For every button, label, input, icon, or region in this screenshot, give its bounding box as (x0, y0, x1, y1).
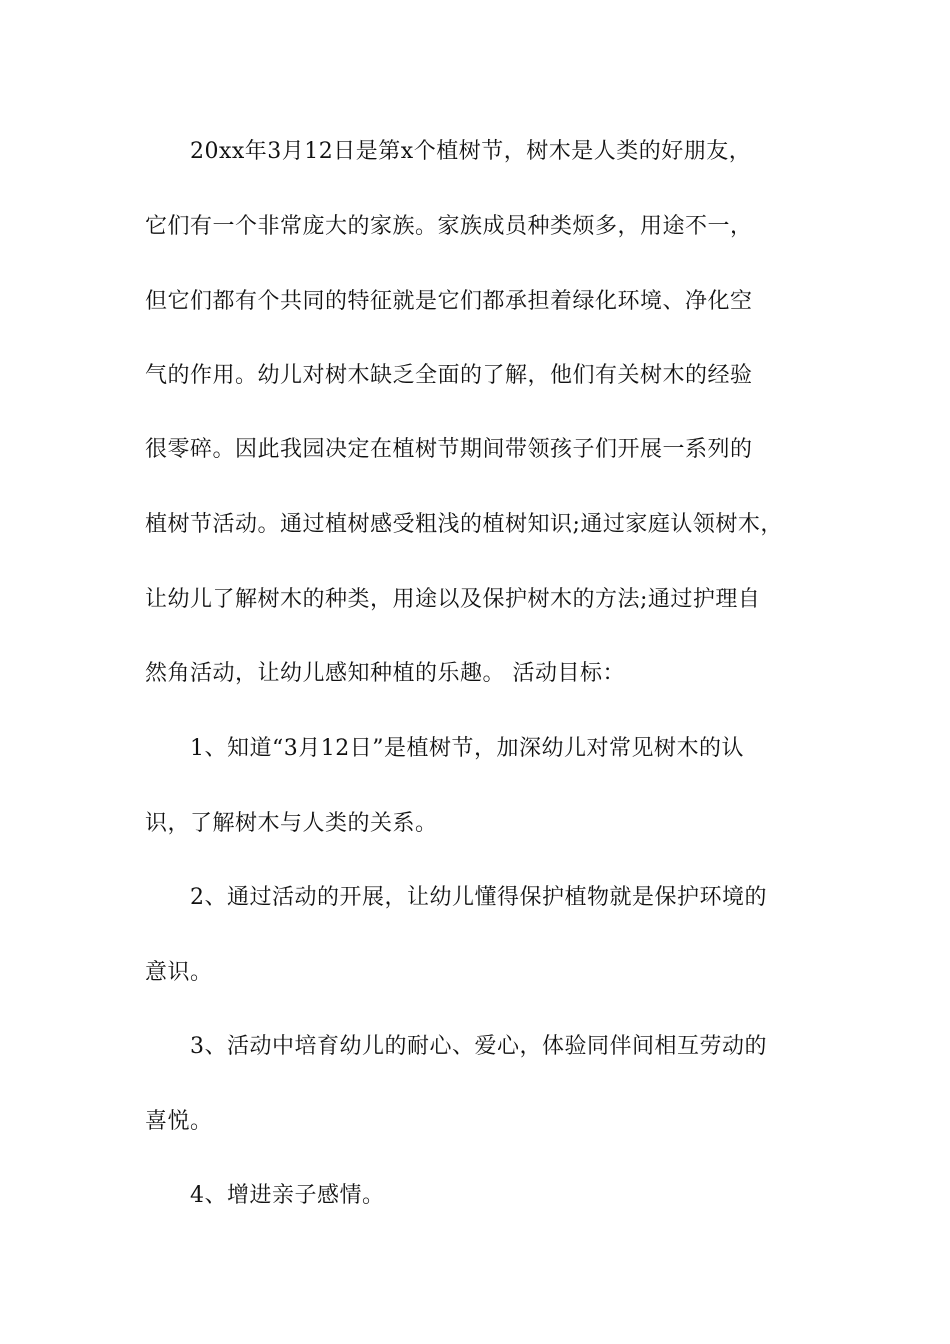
paragraph-line: 植树节活动。通过植树感受粗浅的植树知识;通过家庭认领树木， (145, 512, 783, 537)
list-item-3-continued: 喜悦。 (145, 1109, 213, 1134)
paragraph-line: 让幼儿了解树木的种类，用途以及保护树木的方法;通过护理自 (145, 587, 761, 612)
list-item-2-continued: 意识。 (145, 960, 213, 985)
list-item-4: 4、增进亲子感情。 (190, 1183, 385, 1208)
paragraph-line: 它们有一个非常庞大的家族。家族成员种类烦多，用途不一， (145, 214, 753, 239)
list-item-1: 1、知道“3月12日”是植树节，加深幼儿对常见树木的认 (190, 736, 744, 761)
paragraph-line: 20xx年3月12日是第x个植树节，树木是人类的好朋友， (190, 139, 752, 164)
paragraph-line: 很零碎。因此我园决定在植树节期间带领孩子们开展一系列的 (145, 437, 753, 462)
list-item-2: 2、通过活动的开展，让幼儿懂得保护植物就是保护环境的 (190, 885, 767, 910)
paragraph-line: 然角活动，让幼儿感知种植的乐趣。 活动目标： (145, 661, 625, 686)
list-item-1-continued: 识，了解树木与人类的关系。 (145, 811, 438, 836)
paragraph-line: 气的作用。幼儿对树木缺乏全面的了解，他们有关树木的经验 (145, 363, 753, 388)
paragraph-line: 但它们都有个共同的特征就是它们都承担着绿化环境、净化空 (145, 289, 753, 314)
list-item-3: 3、活动中培育幼儿的耐心、爱心，体验同伴间相互劳动的 (190, 1034, 767, 1059)
